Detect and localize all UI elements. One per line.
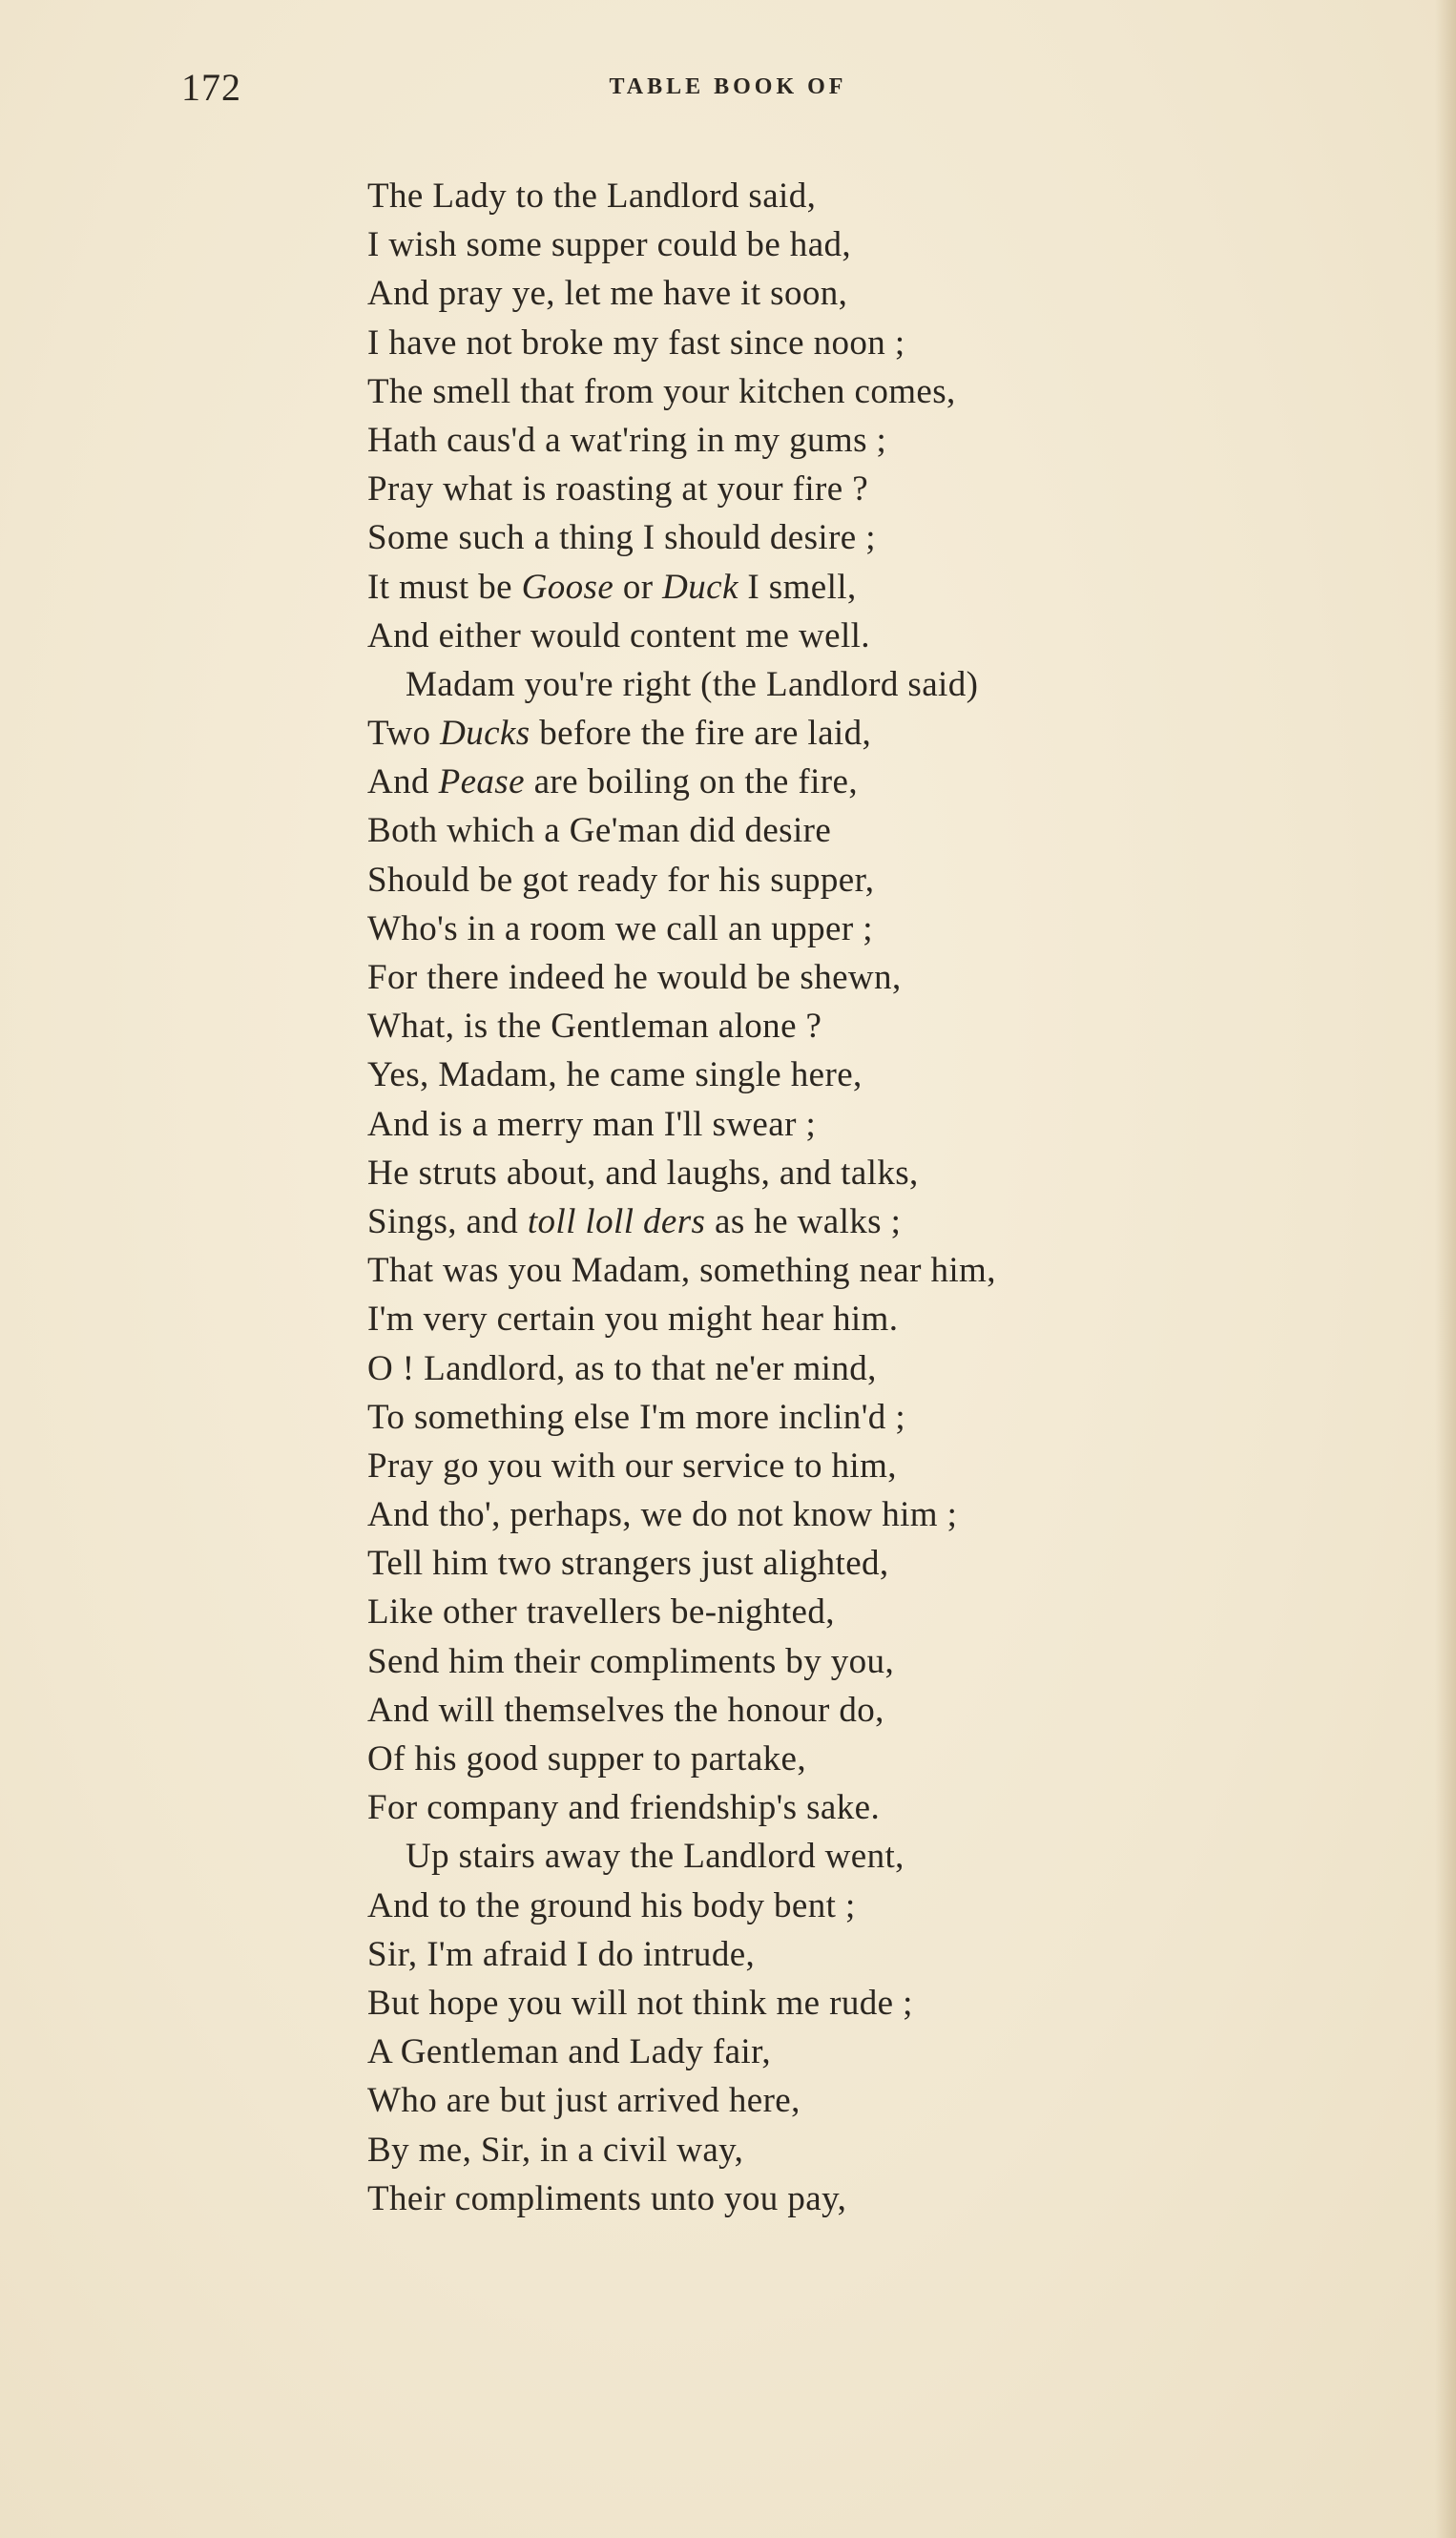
- italic-word: Ducks: [440, 714, 530, 754]
- italic-word: Goose: [521, 567, 614, 607]
- verse-line: I'm very certain you might hear him.: [367, 1300, 899, 1340]
- verse-line: That was you Madam, something near him,: [367, 1251, 996, 1291]
- verse-line: To something else I'm more inclin'd ;: [367, 1397, 906, 1437]
- verse-line: Send him their compliments by you,: [367, 1641, 895, 1681]
- verse-line: What, is the Gentleman alone ?: [367, 1007, 822, 1047]
- verse-line: Up stairs away the Landlord went,: [406, 1837, 905, 1877]
- verse-line: Both which a Ge'man did desire: [367, 811, 832, 851]
- verse-line: And is a merry man I'll swear ;: [367, 1104, 817, 1144]
- verse-text: Two: [367, 714, 441, 754]
- verse-line: Madam you're right (the Landlord said): [406, 664, 979, 704]
- verse-line: Who's in a room we call an upper ;: [367, 908, 873, 948]
- verse-line: By me, Sir, in a civil way,: [367, 2130, 744, 2170]
- verse-text: It must be: [367, 567, 522, 607]
- running-head: TABLE BOOK OF: [609, 74, 847, 99]
- verse-line: The smell that from your kitchen comes,: [367, 371, 956, 411]
- verse-line: I wish some supper could be had,: [367, 225, 852, 265]
- verse-line: [367, 563, 1417, 612]
- verse-line: And tho', perhaps, we do not know him ;: [367, 1495, 958, 1535]
- italic-word: Duck: [662, 567, 738, 607]
- verse-line: Of his good supper to partake,: [367, 1739, 807, 1779]
- verse-line: Sir, I'm afraid I do intrude,: [367, 1934, 756, 1974]
- verse-text: before the fire are laid,: [530, 714, 872, 754]
- verse-line: O ! Landlord, as to that ne'er mind,: [367, 1348, 877, 1388]
- italic-phrase: toll loll ders: [527, 1201, 706, 1241]
- verse-line: The Lady to the Landlord said,: [367, 177, 817, 216]
- verse-text: or: [614, 567, 663, 607]
- page-number: 172: [181, 66, 241, 109]
- verse-line: Pray what is roasting at your fire ?: [367, 469, 869, 510]
- verse-line: Pray go you with our service to him,: [367, 1446, 897, 1486]
- verse-line: And will themselves the honour do,: [367, 1690, 884, 1730]
- verse-line: [367, 758, 1417, 806]
- italic-word: Pease: [438, 762, 525, 802]
- verse-line: Some such a thing I should desire ;: [367, 518, 876, 558]
- verse-line: Yes, Madam, he came single here,: [367, 1055, 863, 1095]
- verse-line: But hope you will not think me rude ;: [367, 1983, 913, 2023]
- verse-line: And pray ye, let me have it soon,: [367, 274, 848, 314]
- verse-line: Hath caus'd a wat'ring in my gums ;: [367, 420, 887, 460]
- verse-text: I smell,: [738, 567, 857, 607]
- verse-text: Sings, and: [367, 1201, 528, 1241]
- verse-line: [367, 1197, 1417, 1246]
- verse-line: Should be got ready for his supper,: [367, 860, 875, 900]
- verse-line: And either would content me well.: [367, 615, 870, 655]
- verse-line: Tell him two strangers just alighted,: [367, 1544, 889, 1584]
- verse-line: Who are but just arrived here,: [367, 2081, 801, 2121]
- verse-line: And to the ground his body bent ;: [367, 1885, 856, 1925]
- verse-line: Their compliments unto you pay,: [367, 2178, 847, 2218]
- page-edge-shadow: [1435, 0, 1456, 2538]
- verse-text: And: [367, 762, 439, 802]
- verse-line: He struts about, and laughs, and talks,: [367, 1153, 919, 1193]
- verse-block: [367, 172, 1417, 2223]
- verse-line: A Gentleman and Lady fair,: [367, 2032, 771, 2072]
- verse-text: are boiling on the fire,: [524, 762, 858, 802]
- verse-line: [367, 709, 1417, 758]
- verse-line: I have not broke my fast since noon ;: [367, 322, 905, 363]
- verse-line: Like other travellers be-nighted,: [367, 1592, 835, 1633]
- verse-text: as he walks ;: [705, 1201, 902, 1241]
- verse-line: For company and friendship's sake.: [367, 1788, 881, 1828]
- verse-line: For there indeed he would be shewn,: [367, 958, 902, 997]
